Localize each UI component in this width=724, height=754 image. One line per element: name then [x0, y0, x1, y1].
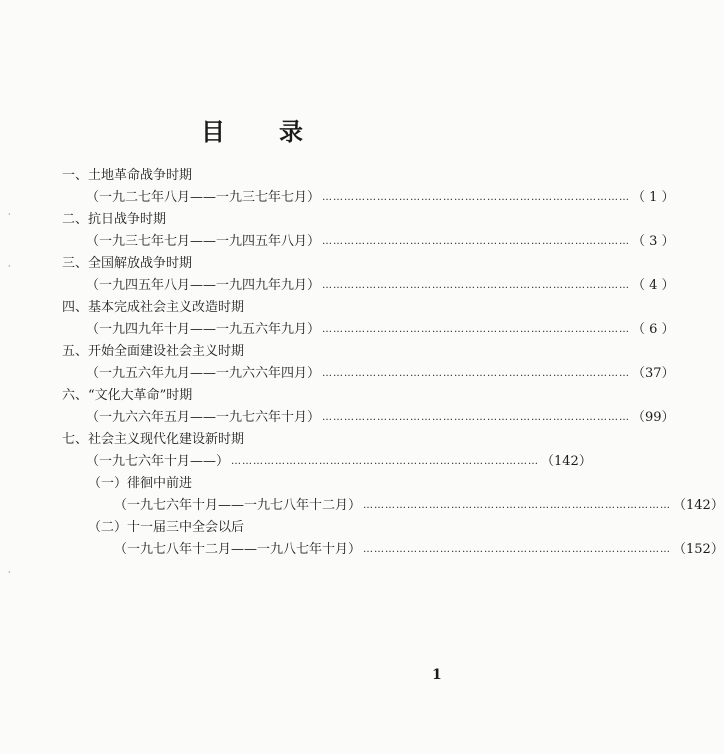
page-number: 1 [432, 667, 442, 683]
toc-section-range [114, 540, 724, 560]
title-char-2: 录 [279, 117, 303, 146]
scan-speck: · [8, 568, 11, 577]
toc-page-ref: （ 6 ） [632, 322, 675, 337]
toc-range-label: （一九七六年十月——） [86, 454, 230, 469]
toc-page-ref: （142） [673, 498, 724, 513]
toc-leader-dots: ………………………………………………………………………… [322, 324, 631, 335]
toc-section-heading: （二）十一届三中全会以后 [88, 520, 245, 535]
toc-chapter-heading: 六、“文化大革命”时期 [62, 388, 193, 403]
toc-chapter-heading: 四、基本完成社会主义改造时期 [62, 300, 245, 315]
toc-section-range [114, 496, 724, 516]
toc-leader-dots: ………………………………………………………………………… [363, 500, 672, 511]
toc-section-heading: （一）徘徊中前进 [88, 476, 193, 491]
toc-chapter-range [86, 408, 675, 428]
toc-chapter-range [86, 188, 675, 208]
toc-leader-dots: ………………………………………………………………………… [363, 544, 672, 555]
toc-range-label: （一九七六年十月——一九七八年十二月） [114, 498, 362, 513]
toc-chapter-heading: 七、社会主义现代化建设新时期 [62, 432, 245, 447]
toc-page-ref: （ 4 ） [632, 278, 675, 293]
toc-range-label: （一九三七年七月——一九四五年八月） [86, 234, 321, 249]
toc-range-label: （一九五六年九月——一九六六年四月） [86, 366, 321, 381]
toc-leader-dots: ………………………………………………………………………… [322, 236, 631, 247]
toc-page-ref: （37） [632, 366, 675, 381]
toc-chapter-range [86, 232, 675, 252]
scan-speck: · [8, 210, 11, 219]
toc-chapter-heading: 二、抗日战争时期 [62, 212, 167, 227]
toc-leader-dots: ………………………………………………………………………… [231, 456, 540, 467]
toc-range-label: （一九二七年八月——一九三七年七月） [86, 190, 321, 205]
toc-chapter-heading: 五、开始全面建设社会主义时期 [62, 344, 245, 359]
toc-chapter-range [86, 276, 675, 296]
toc-page-ref: （152） [673, 542, 724, 557]
toc-chapter-heading: 一、土地革命战争时期 [62, 168, 193, 183]
toc-range-label: （一九四九年十月——一九五六年九月） [86, 322, 321, 337]
toc-range-label: （一九七八年十二月——一九八七年十月） [114, 542, 362, 557]
toc-chapter-range [86, 364, 675, 384]
toc-chapter-heading: 三、全国解放战争时期 [62, 256, 193, 271]
toc-leader-dots: ………………………………………………………………………… [322, 412, 631, 423]
toc-chapter-range [86, 452, 592, 472]
toc-page-ref: （ 3 ） [632, 234, 675, 249]
toc-leader-dots: ………………………………………………………………………… [322, 280, 631, 291]
toc-range-label: （一九六六年五月——一九七六年十月） [86, 410, 321, 425]
toc-page-ref: （99） [632, 410, 675, 425]
toc-leader-dots: ………………………………………………………………………… [322, 368, 631, 379]
toc-leader-dots: ………………………………………………………………………… [322, 192, 631, 203]
title-char-1: 目 [201, 117, 225, 146]
toc-range-label: （一九四五年八月——一九四九年九月） [86, 278, 321, 293]
page-title [0, 112, 504, 147]
toc-page-ref: （142） [541, 454, 592, 469]
toc-page-ref: （ 1 ） [632, 190, 675, 205]
scan-speck: · [8, 262, 11, 271]
toc-chapter-range [86, 320, 675, 340]
